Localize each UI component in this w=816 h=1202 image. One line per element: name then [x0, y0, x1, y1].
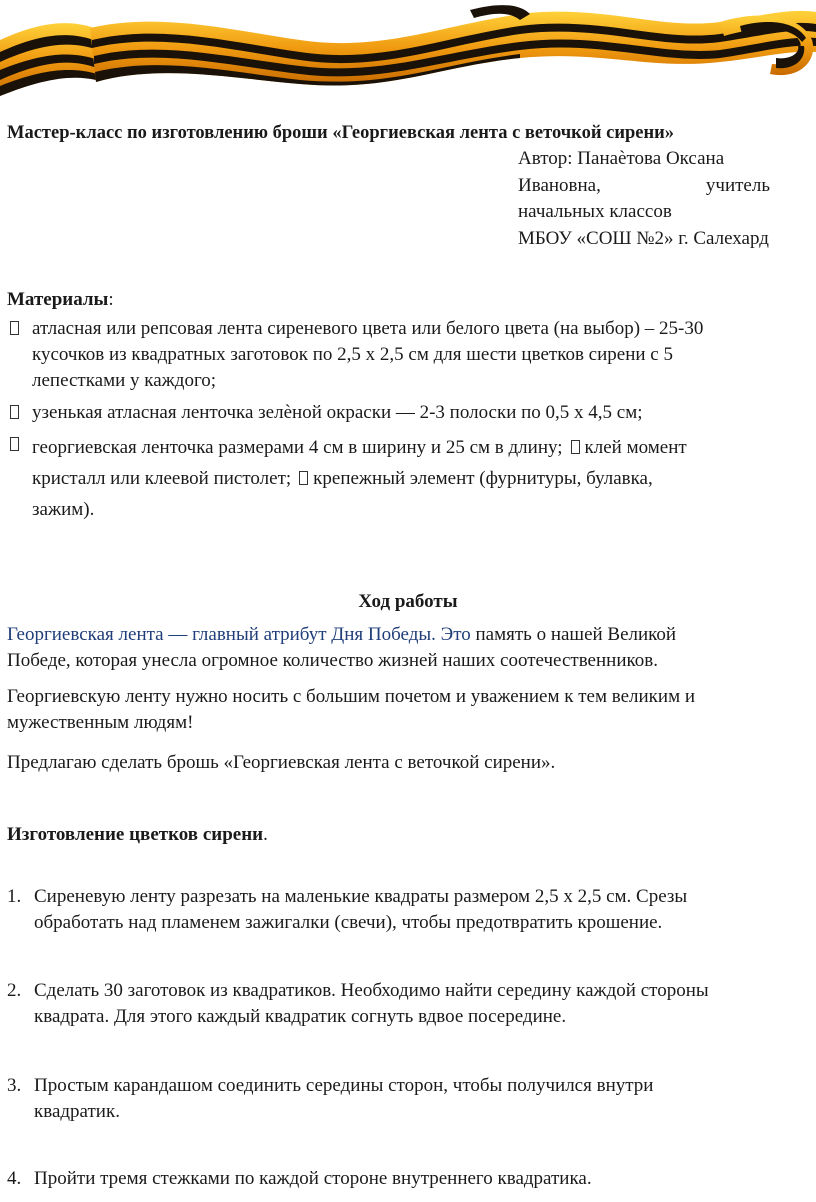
list-item: узенькая атласная ленточка зелѐной окраски — 2-3 полоски по 0,5 х 4,5 см; [7, 400, 807, 426]
author-patronymic: Ивановна, [518, 174, 601, 196]
flowers-heading: Изготовление цветков сирени. [7, 824, 268, 845]
list-item: атласная или репсовая лента сиреневого цвета или белого цвета (на выбор) – 25-30 кусочков из квадратных заготовок по 2,5 х 2,5 см для шести цветков сирени с 5 лепестками у каждого; [7, 316, 807, 394]
intro-highlight: Георгиевская лента — главный атрибут Дня Победы. Это [7, 624, 471, 645]
list-item: георгиевская ленточка размерами 4 см в ширину и 25 см в длину; клей момент кристалл или клеевой пистолет; крепежный элемент (фурнитуры, булавка, зажим). [7, 432, 807, 525]
author-role: учитель [705, 174, 770, 196]
author-block [518, 146, 808, 252]
intro-paragraph: Георгиевская лента — главный атрибут Дня Победы. Это память о нашей Великой Победе, которая унесла огромное количество жизней наших соотечественников. [7, 624, 677, 671]
bullet-box-icon [10, 405, 19, 419]
step-number: 2. [7, 980, 22, 1001]
step-number: 4. [7, 1168, 22, 1189]
step-number: 1. [7, 886, 22, 907]
paragraph: Георгиевскую ленту нужно носить с большим почетом и уважением к тем великим и мужественным людям! [7, 686, 696, 733]
bullet-box-icon [571, 440, 580, 454]
materials-heading: Материалы: [7, 289, 114, 310]
author-line: начальных классов [518, 201, 672, 222]
document-title: Мастер-класс по изготовлению броши «Георгиевская лента с веточкой сирени» [7, 123, 675, 143]
author-line [518, 173, 770, 200]
bullet-box-icon [10, 437, 19, 451]
step-number: 3. [7, 1075, 22, 1096]
author-line: Автор: Панаѐтова Оксана [518, 148, 725, 169]
bullet-box-icon [299, 471, 308, 485]
work-heading: Ход работы [358, 591, 458, 612]
bullet-box-icon [10, 321, 19, 335]
materials-list [7, 316, 807, 531]
st-george-ribbon-illustration [0, 0, 816, 112]
author-school: МБОУ «СОШ №2» г. Салехард [518, 227, 769, 249]
paragraph: Предлагаю сделать брошь «Георгиевская лента с веточкой сирени». [7, 752, 556, 773]
